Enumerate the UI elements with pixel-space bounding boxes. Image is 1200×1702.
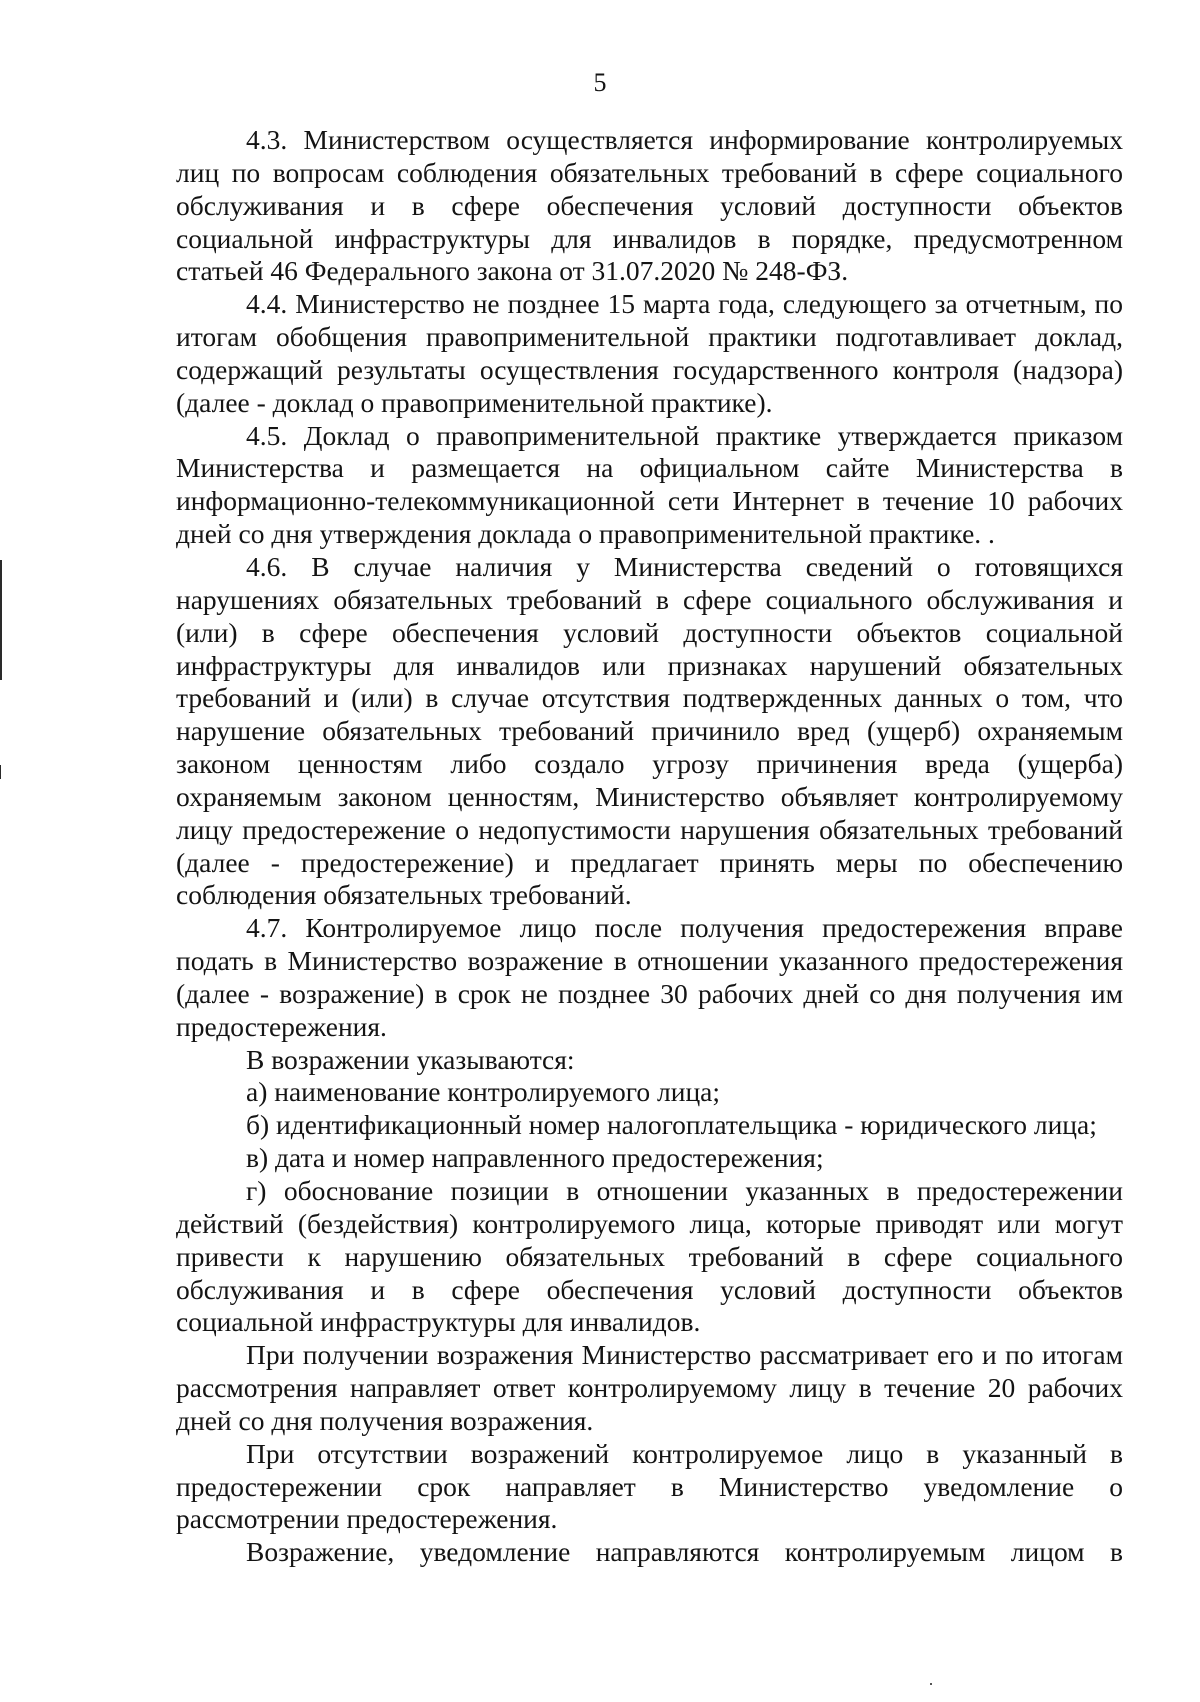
paragraph-4-3: 4.3. Министерством осуществляется информирование контролируемых лиц по вопросам соблюдения обязательных требований в сфере социального обслуживания и в сфере обеспечения условий доступности объектов социальной инфраструктуры для инвалидов в порядке, предусмотренном статьей 46 Федерального закона от 31.07.2020 № 248-ФЗ.	[176, 124, 1123, 287]
paragraph-submission: Возражение, уведомление направляются контролируемым лицом в	[246, 1536, 1123, 1568]
paragraph-objection-review: При получении возражения Министерство рассматривает его и по итогам рассмотрения направляет ответ контролируемому лицу в течение 20 рабочих дней со дня получения возражения.	[176, 1339, 1123, 1436]
paragraph-no-objection: При отсутствии возражений контролируемое лицо в указанный в предостережении срок направляет в Министерство уведомление о рассмотрении предостережения.	[176, 1437, 1123, 1535]
paragraph-4-7: 4.7. Контролируемое лицо после получения предостережения вправе подать в Министерство возражение в отношении указанного предостережения (далее - возражение) в срок не позднее 30 рабочих дней со дня получения им предостережения.	[176, 912, 1123, 1042]
paragraph-4-5: 4.5. Доклад о правоприменительной практике утверждается приказом Министерства и размещается на официальном сайте Министерства в информационно-телекоммуникационной сети Интернет в течение 10 рабочих дней со дня утверждения доклада о правоприменительной практике. .	[176, 419, 1123, 550]
scan-edge-mark	[0, 765, 1, 779]
document-body	[176, 124, 1123, 1569]
page-number: 5	[593, 68, 607, 97]
list-item-v: в) дата и номер направленного предостережения;	[246, 1142, 824, 1174]
scan-speck	[930, 1683, 932, 1685]
paragraph-4-6: 4.6. В случае наличия у Министерства сведений о готовящихся нарушениях обязательных требований в сфере социального обслуживания и (или) в сфере обеспечения условий доступности объектов социальной инфраструктуры для инвалидов или признаках нарушений обязательных требований и (или) в случае отсутствия подтвержденных данных о том, что нарушение обязательных требований причинило вред (ущерб) охраняемым законом ценностям либо создало угрозу причинения вреда (ущерба) охраняемым законом ценностям, Министерство объявляет контролируемому лицу предостережение о недопустимости нарушения обязательных требований (далее - предостережение) и предлагает принять меры по обеспечению соблюдения обязательных требований.	[176, 550, 1123, 911]
paragraph-4-4: 4.4. Министерство не позднее 15 марта года, следующего за отчетным, по итогам обобщения правоприменительной практики подготавливает доклад, содержащий результаты осуществления государственного контроля (надзора) (далее - доклад о правоприменительной практике).	[176, 288, 1123, 418]
scan-edge-mark	[0, 560, 2, 680]
list-item-a: а) наименование контролируемого лица;	[246, 1076, 721, 1108]
objection-contents-intro: В возражении указываются:	[246, 1043, 575, 1075]
list-item-g: г) обоснование позиции в отношении указанных в предостережении действий (бездействия) контролируемого лица, которые приводят или могут привести к нарушению обязательных требований в сфере социального обслуживания и в сфере обеспечения условий доступности объектов социальной инфраструктуры для инвалидов.	[176, 1175, 1123, 1338]
list-item-b: б) идентификационный номер налогоплательщика - юридического лица;	[246, 1109, 1097, 1141]
